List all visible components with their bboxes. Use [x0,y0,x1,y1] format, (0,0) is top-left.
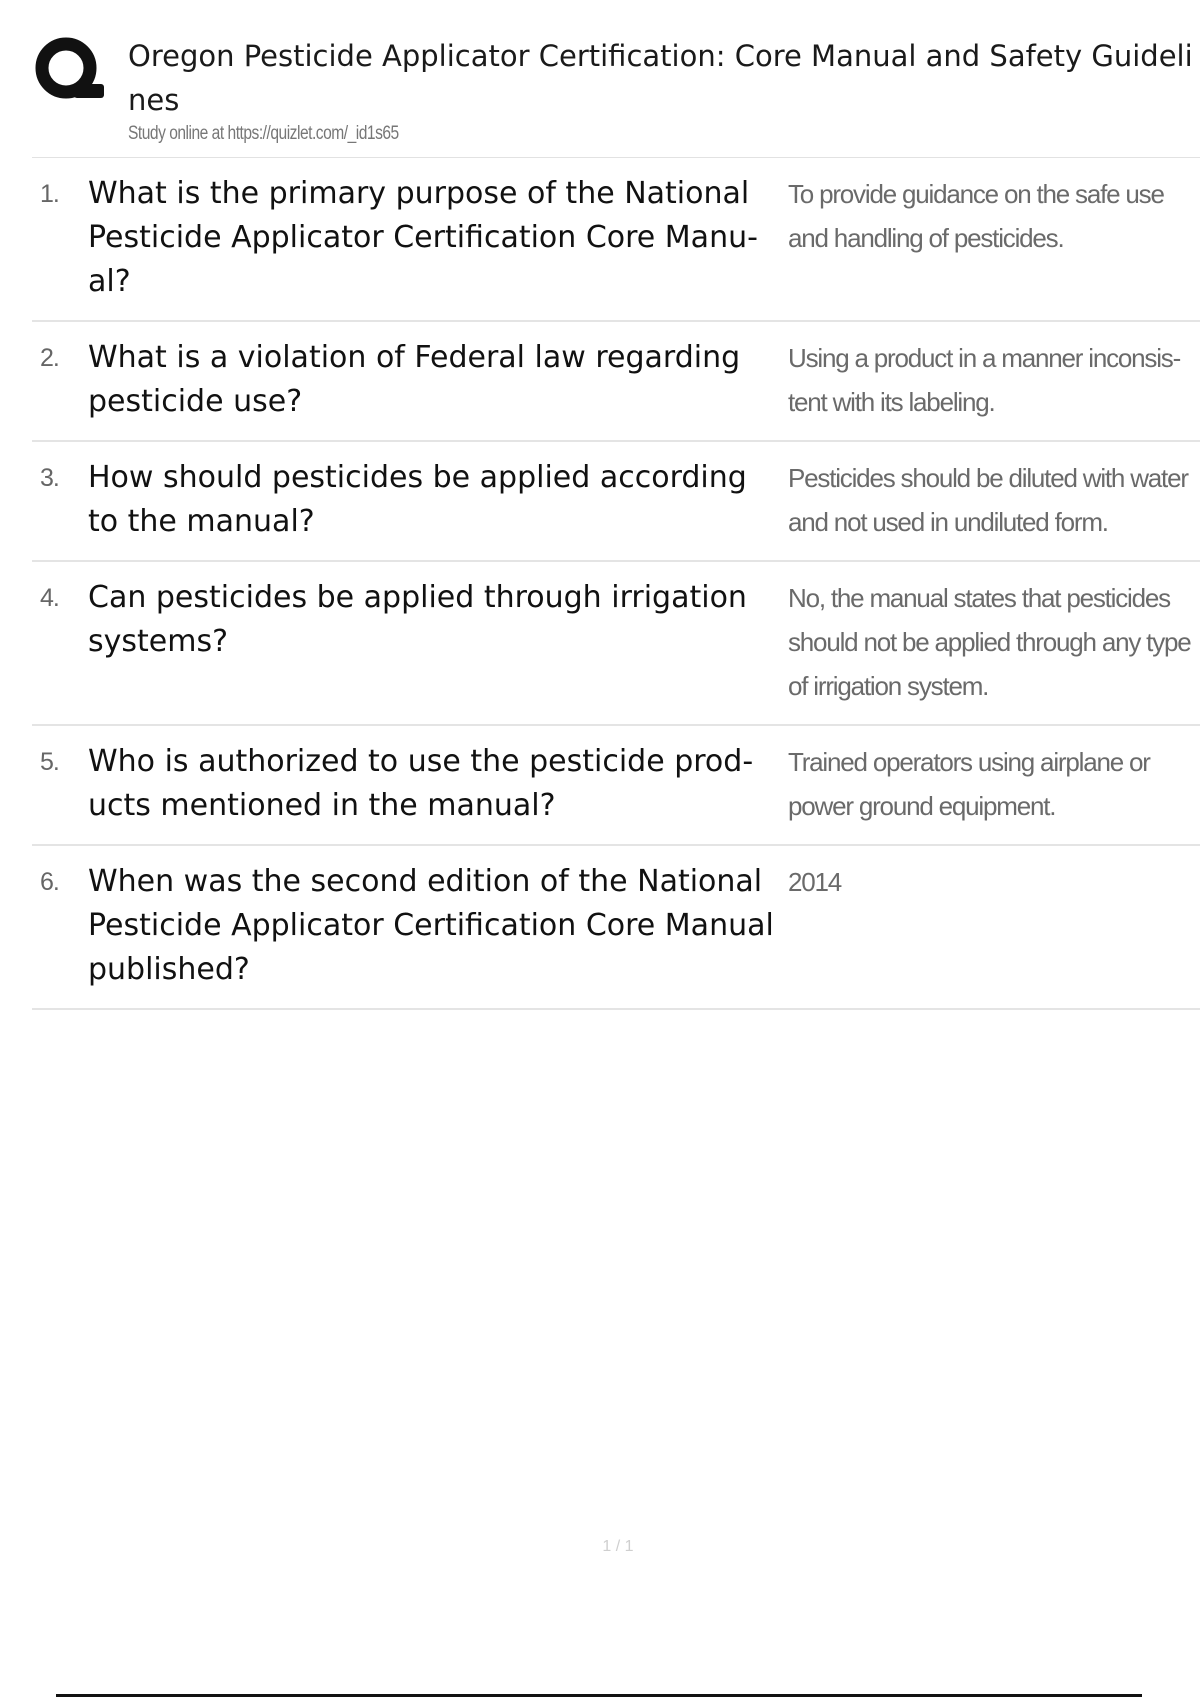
flashcard-row [32,158,1200,322]
card-number: 6. [40,868,59,896]
flashcard-row [32,846,1200,1010]
document-header [32,30,1200,156]
flashcard-row [32,726,1200,846]
card-number: 1. [40,180,59,208]
page-title: Oregon Pesticide Applicator Certification: Core Manual and Safety Guidelines [128,39,1193,117]
flashcard-row [32,322,1200,442]
flashcard-row [32,562,1200,726]
page-number: 1 / 1 [602,1538,634,1555]
quizlet-q-logo-icon [32,32,108,108]
card-term: Can pesticides be applied through irrigation systems? [88,580,747,659]
card-definition: Trained operators using airplane or power ground equipment. [788,747,1150,821]
card-term: What is a violation of Federal law regarding pesticide use? [88,340,741,419]
card-term: Who is authorized to use the pesticide prod-ucts mentioned in the manual? [88,744,754,823]
card-term: When was the second edition of the National Pesticide Applicator Certification Core Manual published? [88,864,774,987]
study-online-link-text: Study online at https://quizlet.com/_id1s65 [128,123,399,144]
card-term: What is the primary purpose of the National Pesticide Applicator Certification Core Manu-al? [88,176,758,299]
card-definition: To provide guidance on the safe use and handling of pesticides. [788,179,1164,253]
card-definition: Pesticides should be diluted with water and not used in undiluted form. [788,463,1188,537]
card-definition: Using a product in a manner inconsis-tent with its labeling. [788,343,1181,417]
card-definition: No, the manual states that pesticides should not be applied through any type of irrigation system. [788,583,1191,701]
card-number: 3. [40,464,59,492]
card-definition: 2014 [788,867,842,897]
card-number: 2. [40,344,59,372]
card-number: 4. [40,584,59,612]
card-term: How should pesticides be applied according to the manual? [88,460,747,539]
bottom-divider [56,1694,1142,1697]
flashcard-list [32,158,1200,1010]
card-number: 5. [40,748,59,776]
flashcard-row [32,442,1200,562]
